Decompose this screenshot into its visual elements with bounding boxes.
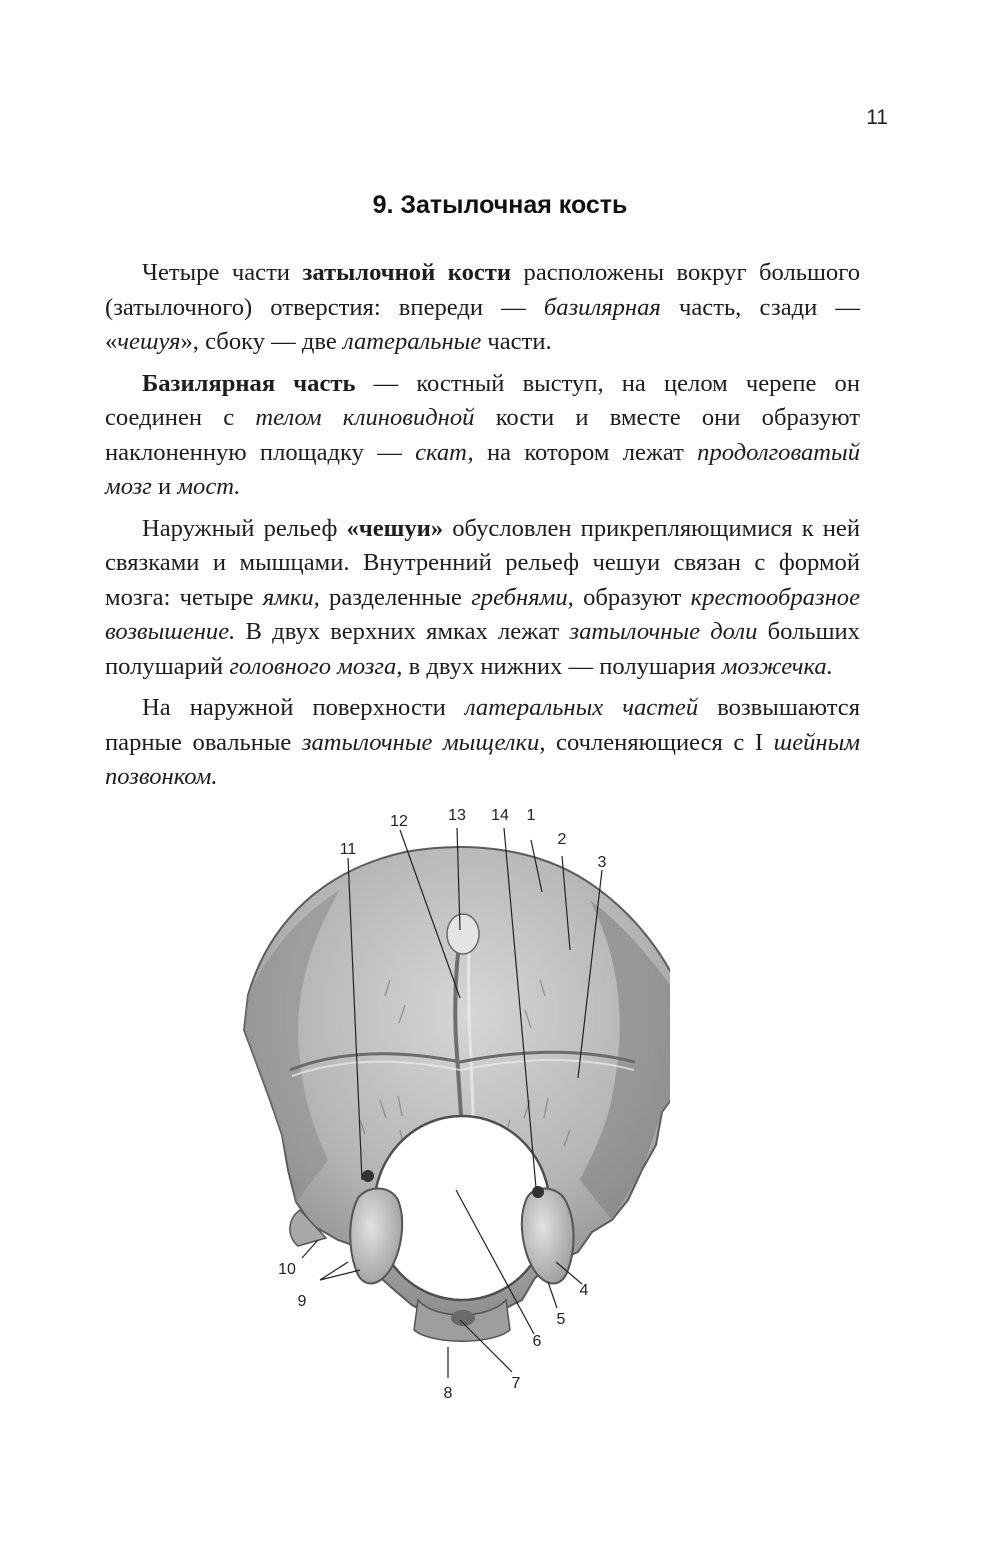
callout-11: 11	[339, 841, 357, 858]
callout-4: 4	[579, 1282, 589, 1299]
callout-9: 9	[297, 1293, 307, 1310]
callout-10: 10	[278, 1261, 296, 1278]
callout-8: 8	[443, 1385, 453, 1402]
paragraph-basilar: Базилярная часть — костный выступ, на целом черепе он соединен с телом клиновидной кости и вместе они образуют наклоненную площадку — скат, на котором лежат продолговатый мозг и мост.	[105, 369, 861, 500]
callout-6: 6	[532, 1333, 542, 1350]
callout-14: 14	[491, 807, 509, 824]
callout-5: 5	[556, 1311, 566, 1328]
occipital-bone-figure	[230, 800, 670, 1400]
body-text	[105, 256, 860, 802]
page-number: 11	[866, 106, 888, 129]
callout-3: 3	[597, 854, 607, 871]
paragraph-lateral: На наружной поверхности латеральных частей возвышаются парные овальные затылочные мыщелки, сочленяющиеся с I шейным позвонком.	[105, 694, 861, 790]
section-heading: 9. Затылочная кость	[372, 191, 628, 219]
callout-12: 12	[390, 813, 408, 830]
paragraph-squama: Наружный рельеф «чешуи» обусловлен прикрепляющимися к ней связками и мышцами. Внутренний рельеф чешуи связан с формой мозга: четыре ямки, разделенные гребнями, образуют крестообразное возвышение. В двух верхних ямках лежат затылочные доли больших полушарий головного мозга, в двух нижних — полушария мозжечка.	[105, 514, 860, 680]
callout-1: 1	[526, 807, 536, 824]
occipital-bone-illustration	[230, 800, 670, 1400]
paragraph-parts: Четыре части затылочной кости расположены вокруг большого (затылочного) отверстия: впереди — базилярная часть, сзади — «чешуя», сбоку — две латеральные части.	[105, 259, 861, 355]
callout-2: 2	[557, 831, 567, 848]
callout-7: 7	[511, 1375, 521, 1392]
callout-13: 13	[448, 807, 466, 824]
